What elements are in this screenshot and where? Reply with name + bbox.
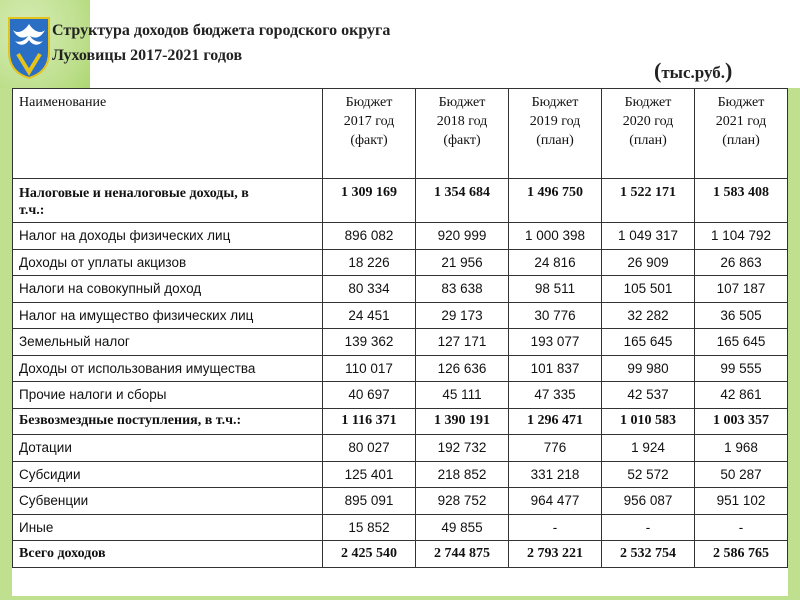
cell-2021: 165 645 bbox=[695, 329, 788, 356]
cell-2017: 895 091 bbox=[323, 488, 416, 515]
cell-2018: 1 354 684 bbox=[416, 179, 509, 223]
row-name: Дотации bbox=[13, 435, 323, 462]
title-line-2: Луховицы 2017-2021 годов bbox=[52, 47, 243, 64]
table-row-total bbox=[13, 541, 788, 568]
cell-2020: 1 010 583 bbox=[602, 408, 695, 435]
cell-2021: 42 861 bbox=[695, 382, 788, 409]
cell-2017: 24 451 bbox=[323, 302, 416, 329]
cell-2019: 193 077 bbox=[509, 329, 602, 356]
coat-of-arms-icon bbox=[6, 14, 52, 80]
cell-2017: 18 226 bbox=[323, 249, 416, 276]
cell-2017: 139 362 bbox=[323, 329, 416, 356]
row-name: Субсидии bbox=[13, 461, 323, 488]
cell-2020: 42 537 bbox=[602, 382, 695, 409]
cell-2017: 2 425 540 bbox=[323, 541, 416, 568]
cell-2020: 52 572 bbox=[602, 461, 695, 488]
cell-2021: 99 555 bbox=[695, 355, 788, 382]
background-frame-left bbox=[0, 88, 12, 600]
row-name: Налог на имущество физических лиц bbox=[13, 302, 323, 329]
cell-2017: 1 309 169 bbox=[323, 179, 416, 223]
cell-2020: 26 909 bbox=[602, 249, 695, 276]
row-name: Налог на доходы физических лиц bbox=[13, 223, 323, 250]
cell-2021: 107 187 bbox=[695, 276, 788, 303]
cell-2018: 928 752 bbox=[416, 488, 509, 515]
table-row bbox=[13, 179, 788, 223]
cell-2021: 1 583 408 bbox=[695, 179, 788, 223]
table-row bbox=[13, 382, 788, 409]
budget-table bbox=[12, 88, 788, 568]
cell-2018: 83 638 bbox=[416, 276, 509, 303]
cell-2019: 30 776 bbox=[509, 302, 602, 329]
header-year-2021: Бюджет 2021 год (план) bbox=[695, 89, 788, 179]
header-year-2018: Бюджет 2018 год (факт) bbox=[416, 89, 509, 179]
table-row bbox=[13, 408, 788, 435]
cell-2020: 956 087 bbox=[602, 488, 695, 515]
row-name: Доходы от уплаты акцизов bbox=[13, 249, 323, 276]
unit-label: (тыс.руб.) bbox=[654, 58, 733, 83]
cell-2018: 218 852 bbox=[416, 461, 509, 488]
cell-2019: 964 477 bbox=[509, 488, 602, 515]
cell-2018: 192 732 bbox=[416, 435, 509, 462]
cell-2017: 80 027 bbox=[323, 435, 416, 462]
cell-2018: 1 390 191 bbox=[416, 408, 509, 435]
cell-2021: 951 102 bbox=[695, 488, 788, 515]
cell-2017: 1 116 371 bbox=[323, 408, 416, 435]
table-row bbox=[13, 355, 788, 382]
cell-2018: 21 956 bbox=[416, 249, 509, 276]
table-row bbox=[13, 302, 788, 329]
table-row bbox=[13, 514, 788, 541]
table-row bbox=[13, 461, 788, 488]
cell-2020: 2 532 754 bbox=[602, 541, 695, 568]
cell-2020: 32 282 bbox=[602, 302, 695, 329]
cell-2019: 2 793 221 bbox=[509, 541, 602, 568]
cell-2018: 920 999 bbox=[416, 223, 509, 250]
cell-2017: 110 017 bbox=[323, 355, 416, 382]
cell-2017: 15 852 bbox=[323, 514, 416, 541]
cell-2019: 47 335 bbox=[509, 382, 602, 409]
background-frame-bottom bbox=[0, 596, 800, 600]
cell-2019: 1 000 398 bbox=[509, 223, 602, 250]
row-name: Всего доходов bbox=[13, 541, 323, 568]
cell-2020: 1 049 317 bbox=[602, 223, 695, 250]
cell-2020: 165 645 bbox=[602, 329, 695, 356]
cell-2018: 127 171 bbox=[416, 329, 509, 356]
cell-2017: 896 082 bbox=[323, 223, 416, 250]
row-name: Субвенции bbox=[13, 488, 323, 515]
title-line-1: Структура доходов бюджета городского округа bbox=[52, 22, 391, 39]
row-name: Доходы от использования имущества bbox=[13, 355, 323, 382]
cell-2018: 49 855 bbox=[416, 514, 509, 541]
row-name: Иные bbox=[13, 514, 323, 541]
cell-2021: 26 863 bbox=[695, 249, 788, 276]
table-row bbox=[13, 329, 788, 356]
cell-2018: 29 173 bbox=[416, 302, 509, 329]
cell-2018: 2 744 875 bbox=[416, 541, 509, 568]
cell-2019: 24 816 bbox=[509, 249, 602, 276]
cell-2020: 99 980 bbox=[602, 355, 695, 382]
background-frame-right bbox=[788, 88, 800, 600]
header-year-2017: Бюджет 2017 год (факт) bbox=[323, 89, 416, 179]
row-name: Безвозмездные поступления, в т.ч.: bbox=[13, 408, 323, 435]
table-row bbox=[13, 435, 788, 462]
cell-2021: 1 968 bbox=[695, 435, 788, 462]
cell-2020: 1 522 171 bbox=[602, 179, 695, 223]
row-name: Прочие налоги и сборы bbox=[13, 382, 323, 409]
cell-2018: 45 111 bbox=[416, 382, 509, 409]
table-row bbox=[13, 249, 788, 276]
row-name: Земельный налог bbox=[13, 329, 323, 356]
cell-2020: 105 501 bbox=[602, 276, 695, 303]
cell-2021: 36 505 bbox=[695, 302, 788, 329]
unit-text: тыс.руб. bbox=[661, 63, 726, 82]
cell-2020: - bbox=[602, 514, 695, 541]
cell-2021: 1 003 357 bbox=[695, 408, 788, 435]
cell-2021: 1 104 792 bbox=[695, 223, 788, 250]
cell-2019: 98 511 bbox=[509, 276, 602, 303]
cell-2019: - bbox=[509, 514, 602, 541]
cell-2018: 126 636 bbox=[416, 355, 509, 382]
cell-2017: 40 697 bbox=[323, 382, 416, 409]
cell-2019: 331 218 bbox=[509, 461, 602, 488]
table-row bbox=[13, 223, 788, 250]
header-year-2019: Бюджет 2019 год (план) bbox=[509, 89, 602, 179]
row-name: Налоги на совокупный доход bbox=[13, 276, 323, 303]
cell-2017: 125 401 bbox=[323, 461, 416, 488]
header-year-2020: Бюджет 2020 год (план) bbox=[602, 89, 695, 179]
cell-2020: 1 924 bbox=[602, 435, 695, 462]
row-name: Налоговые и неналоговые доходы, в т.ч.: bbox=[13, 179, 323, 223]
table-header-row bbox=[13, 89, 788, 179]
header-name: Наименование bbox=[13, 89, 323, 179]
cell-2019: 101 837 bbox=[509, 355, 602, 382]
cell-2021: - bbox=[695, 514, 788, 541]
cell-2019: 1 496 750 bbox=[509, 179, 602, 223]
table-row bbox=[13, 276, 788, 303]
page-title bbox=[52, 18, 390, 68]
cell-2019: 776 bbox=[509, 435, 602, 462]
cell-2021: 50 287 bbox=[695, 461, 788, 488]
cell-2021: 2 586 765 bbox=[695, 541, 788, 568]
cell-2019: 1 296 471 bbox=[509, 408, 602, 435]
cell-2017: 80 334 bbox=[323, 276, 416, 303]
table-row bbox=[13, 488, 788, 515]
